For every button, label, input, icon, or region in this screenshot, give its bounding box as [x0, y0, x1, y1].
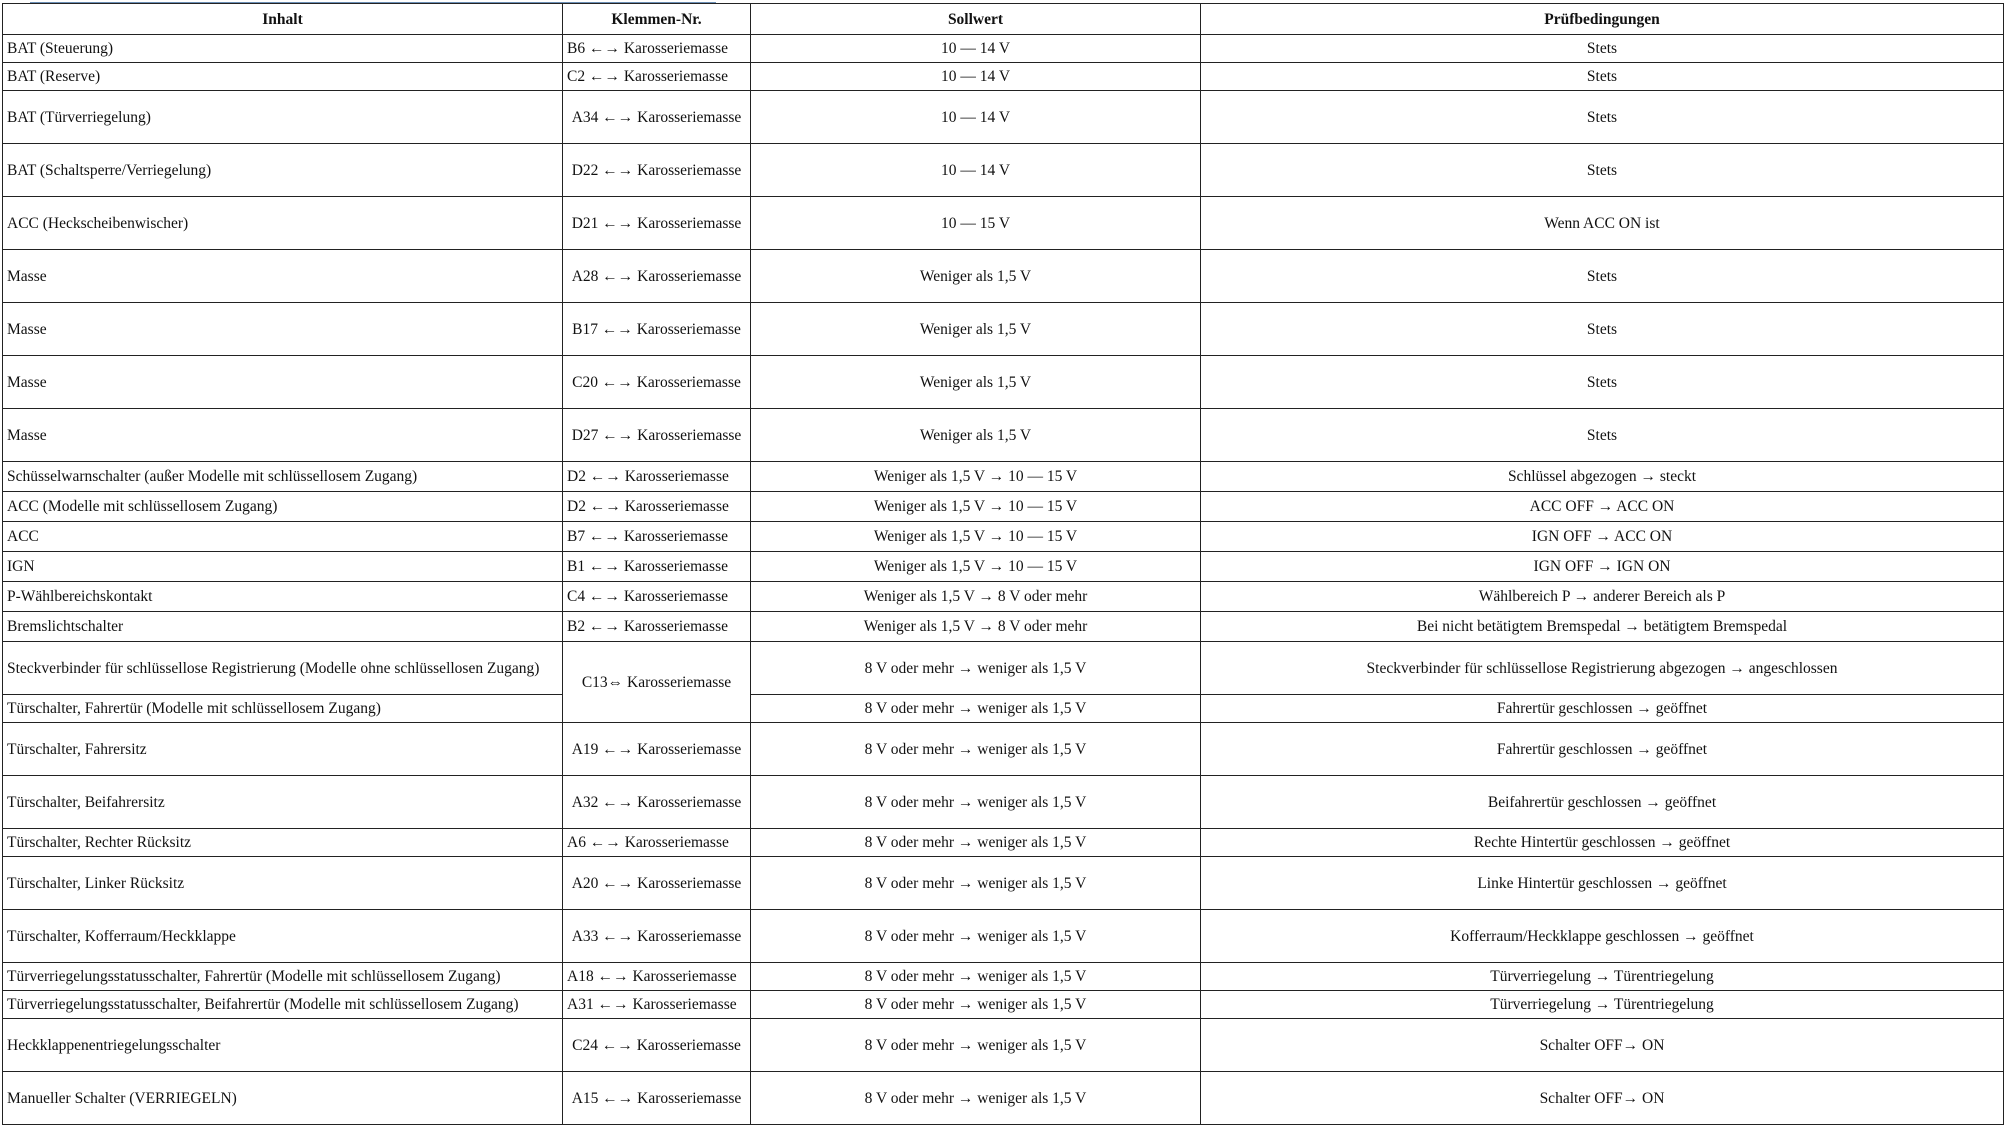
cell-inhalt: Türschalter, Linker Rücksitz	[3, 857, 563, 910]
cell-bedingung: Rechte Hintertür geschlossen → geöffnet	[1201, 829, 2004, 857]
cell-klemme: B1 ←→ Karosseriemasse	[563, 552, 751, 582]
table-row	[3, 582, 2004, 612]
cell-bedingung: Steckverbinder für schlüssellose Registrierung abgezogen → angeschlossen	[1201, 642, 2004, 695]
cell-inhalt: Heckklappenentriegelungsschalter	[3, 1019, 563, 1072]
cell-inhalt: Masse	[3, 356, 563, 409]
table-row	[3, 963, 2004, 991]
cell-inhalt: Masse	[3, 409, 563, 462]
cell-inhalt: ACC (Heckscheibenwischer)	[3, 197, 563, 250]
cell-inhalt: BAT (Schaltsperre/Verriegelung)	[3, 144, 563, 197]
table-header-row	[3, 4, 2004, 35]
cell-klemme: A6 ←→ Karosseriemasse	[563, 829, 751, 857]
header-sollwert: Sollwert	[751, 4, 1201, 35]
table-row	[3, 35, 2004, 63]
header-pruefbedingungen: Prüfbedingungen	[1201, 4, 2004, 35]
cell-inhalt: BAT (Türverriegelung)	[3, 91, 563, 144]
cell-sollwert: 8 V oder mehr → weniger als 1,5 V	[751, 695, 1201, 723]
table-row	[3, 642, 2004, 695]
cell-bedingung: Stets	[1201, 63, 2004, 91]
cell-inhalt: Türverriegelungsstatusschalter, Beifahrertür (Modelle mit schlüssellosem Zugang)	[3, 991, 563, 1019]
cell-klemme: D2 ←→ Karosseriemasse	[563, 462, 751, 492]
cell-klemme: D21 ←→ Karosseriemasse	[563, 197, 751, 250]
cell-inhalt: Türverriegelungsstatusschalter, Fahrertür (Modelle mit schlüssellosem Zugang)	[3, 963, 563, 991]
cell-klemme: A34 ←→ Karosseriemasse	[563, 91, 751, 144]
table-row	[3, 197, 2004, 250]
cell-bedingung: Fahrertür geschlossen → geöffnet	[1201, 695, 2004, 723]
cell-klemme: A31 ←→ Karosseriemasse	[563, 991, 751, 1019]
cell-bedingung: Stets	[1201, 356, 2004, 409]
cell-bedingung: Fahrertür geschlossen → geöffnet	[1201, 723, 2004, 776]
table-row	[3, 829, 2004, 857]
cell-sollwert: 8 V oder mehr → weniger als 1,5 V	[751, 991, 1201, 1019]
table-row	[3, 250, 2004, 303]
cell-bedingung: Stets	[1201, 144, 2004, 197]
cell-sollwert: 8 V oder mehr → weniger als 1,5 V	[751, 776, 1201, 829]
table-row	[3, 695, 2004, 723]
cell-inhalt: Bremslichtschalter	[3, 612, 563, 642]
cell-klemme: D27 ←→ Karosseriemasse	[563, 409, 751, 462]
cell-sollwert: Weniger als 1,5 V → 8 V oder mehr	[751, 612, 1201, 642]
cell-klemme: D2 ←→ Karosseriemasse	[563, 492, 751, 522]
cell-klemme: B17 ←→ Karosseriemasse	[563, 303, 751, 356]
cell-klemme: A32 ←→ Karosseriemasse	[563, 776, 751, 829]
cell-sollwert: 8 V oder mehr → weniger als 1,5 V	[751, 910, 1201, 963]
table-row	[3, 612, 2004, 642]
cell-klemme: C24 ←→ Karosseriemasse	[563, 1019, 751, 1072]
cell-inhalt: ACC (Modelle mit schlüssellosem Zugang)	[3, 492, 563, 522]
table-row	[3, 552, 2004, 582]
table-row	[3, 991, 2004, 1019]
cell-inhalt: Masse	[3, 303, 563, 356]
cell-bedingung: Beifahrertür geschlossen → geöffnet	[1201, 776, 2004, 829]
cell-klemme: B6 ←→ Karosseriemasse	[563, 35, 751, 63]
cell-sollwert: 8 V oder mehr → weniger als 1,5 V	[751, 642, 1201, 695]
cell-inhalt: Schüsselwarnschalter (außer Modelle mit schlüssellosem Zugang)	[3, 462, 563, 492]
cell-bedingung: Türverriegelung → Türentriegelung	[1201, 991, 2004, 1019]
cell-sollwert: 8 V oder mehr → weniger als 1,5 V	[751, 1072, 1201, 1125]
table-row	[3, 857, 2004, 910]
table-row	[3, 303, 2004, 356]
cell-klemme: A28 ←→ Karosseriemasse	[563, 250, 751, 303]
cell-sollwert: Weniger als 1,5 V	[751, 356, 1201, 409]
cell-sollwert: 8 V oder mehr → weniger als 1,5 V	[751, 1019, 1201, 1072]
table-row	[3, 144, 2004, 197]
cell-sollwert: 8 V oder mehr → weniger als 1,5 V	[751, 963, 1201, 991]
cell-sollwert: 10 — 15 V	[751, 197, 1201, 250]
cell-inhalt: BAT (Steuerung)	[3, 35, 563, 63]
cell-sollwert: 10 — 14 V	[751, 63, 1201, 91]
cell-sollwert: Weniger als 1,5 V → 10 — 15 V	[751, 492, 1201, 522]
cell-bedingung: Stets	[1201, 35, 2004, 63]
table-row	[3, 776, 2004, 829]
table-row	[3, 356, 2004, 409]
cell-klemme: C4 ←→ Karosseriemasse	[563, 582, 751, 612]
cell-klemme: B7 ←→ Karosseriemasse	[563, 522, 751, 552]
terminal-spec-table	[2, 3, 2004, 1125]
cell-bedingung: Bei nicht betätigtem Bremspedal → betätigtem Bremspedal	[1201, 612, 2004, 642]
cell-bedingung: Stets	[1201, 303, 2004, 356]
cell-sollwert: Weniger als 1,5 V → 10 — 15 V	[751, 552, 1201, 582]
cell-sollwert: Weniger als 1,5 V → 8 V oder mehr	[751, 582, 1201, 612]
cell-inhalt: Türschalter, Rechter Rücksitz	[3, 829, 563, 857]
table-row	[3, 1019, 2004, 1072]
cell-klemme: A18 ←→ Karosseriemasse	[563, 963, 751, 991]
cell-klemme: C13⇔ Karosseriemasse	[563, 642, 751, 723]
header-inhalt: Inhalt	[3, 4, 563, 35]
cell-sollwert: 8 V oder mehr → weniger als 1,5 V	[751, 829, 1201, 857]
cell-klemme: A15 ←→ Karosseriemasse	[563, 1072, 751, 1125]
cell-inhalt: Türschalter, Fahrertür (Modelle mit schlüssellosem Zugang)	[3, 695, 563, 723]
cell-inhalt: IGN	[3, 552, 563, 582]
cell-bedingung: Stets	[1201, 250, 2004, 303]
table-row	[3, 1072, 2004, 1125]
cell-inhalt: Türschalter, Fahrersitz	[3, 723, 563, 776]
cell-bedingung: IGN OFF → IGN ON	[1201, 552, 2004, 582]
cell-inhalt: Masse	[3, 250, 563, 303]
cell-sollwert: Weniger als 1,5 V	[751, 303, 1201, 356]
cell-sollwert: 8 V oder mehr → weniger als 1,5 V	[751, 723, 1201, 776]
cell-bedingung: Schlüssel abgezogen → steckt	[1201, 462, 2004, 492]
cell-klemme: A19 ←→ Karosseriemasse	[563, 723, 751, 776]
table-row	[3, 462, 2004, 492]
header-klemmen-nr: Klemmen-Nr.	[563, 4, 751, 35]
cell-inhalt: BAT (Reserve)	[3, 63, 563, 91]
cell-klemme: A33 ←→ Karosseriemasse	[563, 910, 751, 963]
cell-klemme: A20 ←→ Karosseriemasse	[563, 857, 751, 910]
cell-bedingung: IGN OFF → ACC ON	[1201, 522, 2004, 552]
cell-inhalt: Türschalter, Kofferraum/Heckklappe	[3, 910, 563, 963]
cell-bedingung: Kofferraum/Heckklappe geschlossen → geöffnet	[1201, 910, 2004, 963]
cell-klemme: D22 ←→ Karosseriemasse	[563, 144, 751, 197]
cell-sollwert: Weniger als 1,5 V	[751, 409, 1201, 462]
cell-bedingung: Wählbereich P → anderer Bereich als P	[1201, 582, 2004, 612]
cell-bedingung: Schalter OFF→ ON	[1201, 1072, 2004, 1125]
cell-sollwert: 10 — 14 V	[751, 144, 1201, 197]
table-row	[3, 492, 2004, 522]
table-row	[3, 91, 2004, 144]
cell-inhalt: Steckverbinder für schlüssellose Registrierung (Modelle ohne schlüssellosen Zugang)	[3, 642, 563, 695]
cell-sollwert: Weniger als 1,5 V → 10 — 15 V	[751, 462, 1201, 492]
cell-bedingung: Stets	[1201, 409, 2004, 462]
cell-inhalt: Türschalter, Beifahrersitz	[3, 776, 563, 829]
cell-inhalt: P-Wählbereichskontakt	[3, 582, 563, 612]
cell-klemme: C2 ←→ Karosseriemasse	[563, 63, 751, 91]
table-row	[3, 63, 2004, 91]
cell-bedingung: Wenn ACC ON ist	[1201, 197, 2004, 250]
cell-sollwert: Weniger als 1,5 V → 10 — 15 V	[751, 522, 1201, 552]
cell-sollwert: 10 — 14 V	[751, 91, 1201, 144]
cell-bedingung: Schalter OFF→ ON	[1201, 1019, 2004, 1072]
cell-bedingung: Linke Hintertür geschlossen → geöffnet	[1201, 857, 2004, 910]
cell-bedingung: Stets	[1201, 91, 2004, 144]
cell-inhalt: ACC	[3, 522, 563, 552]
cell-sollwert: 10 — 14 V	[751, 35, 1201, 63]
table-row	[3, 409, 2004, 462]
cell-sollwert: 8 V oder mehr → weniger als 1,5 V	[751, 857, 1201, 910]
table-row	[3, 723, 2004, 776]
cell-bedingung: Türverriegelung → Türentriegelung	[1201, 963, 2004, 991]
cell-bedingung: ACC OFF → ACC ON	[1201, 492, 2004, 522]
cell-klemme: C20 ←→ Karosseriemasse	[563, 356, 751, 409]
cell-inhalt: Manueller Schalter (VERRIEGELN)	[3, 1072, 563, 1125]
table-row	[3, 522, 2004, 552]
cell-sollwert: Weniger als 1,5 V	[751, 250, 1201, 303]
cell-klemme: B2 ←→ Karosseriemasse	[563, 612, 751, 642]
table-row	[3, 910, 2004, 963]
